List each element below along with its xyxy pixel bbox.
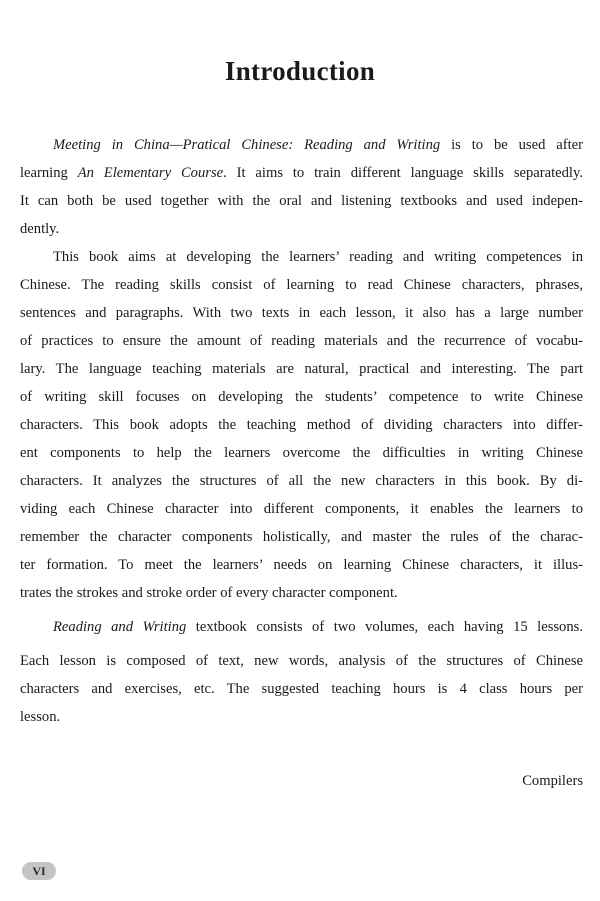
paragraph-3-line: Reading and Writing textbook consists of two volumes, each having 15 lessons. [53, 619, 583, 635]
signature: Compilers [522, 773, 583, 789]
paragraph-2-line: ter formation. To meet the learners’ needs on learning Chinese characters, it illus- [20, 557, 583, 573]
paragraph-2-line: viding each Chinese character into different components, it enables the learners to [20, 501, 583, 517]
paragraph-2-line: characters. This book adopts the teaching method of dividing characters into differ- [20, 417, 583, 433]
paragraph-3-line: lesson. [20, 709, 61, 725]
book-title: Reading and Writing [53, 619, 187, 635]
paragraph-2-line: remember the character components holistically, and master the rules of the charac- [20, 529, 583, 545]
paragraph-1-line: dently. [20, 221, 60, 237]
paragraph-2-line: of practices to ensure the amount of reading materials and the recurrence of vocabu- [20, 333, 583, 349]
page-title: Introduction [224, 56, 376, 86]
book-title: An Elementary Course [77, 165, 224, 181]
paragraph-3-line: characters and exercises, etc. The suggested teaching hours is 4 class hours per [20, 681, 583, 697]
paragraph-2-line: Chinese. The reading skills consist of learning to read Chinese characters, phrases, [20, 277, 583, 293]
paragraph-2-line: ent components to help the learners overcome the difficulties in writing Chinese [20, 445, 583, 461]
paragraph-2-line: sentences and paragraphs. With two texts in each lesson, it also has a large number [20, 305, 583, 321]
book-title: Meeting in China—Pratical Chinese: Reading and Writing [53, 137, 441, 153]
paragraph-2-line: This book aims at developing the learners’ reading and writing competences in [53, 249, 583, 265]
paragraph-1-line: Meeting in China—Pratical Chinese: Reading and Writing is to be used after [53, 137, 583, 153]
paragraph-2-line: trates the strokes and stroke order of every character component. [20, 585, 398, 601]
paragraph-1-line: It can both be used together with the oral and listening textbooks and used indepen- [20, 193, 583, 209]
page-number-badge: VI [22, 862, 56, 880]
paragraph-3-line: Each lesson is composed of text, new words, analysis of the structures of Chinese [20, 653, 583, 669]
paragraph-2-line: lary. The language teaching materials are natural, practical and interesting. The part [20, 361, 583, 377]
paragraph-2-line: of writing skill focuses on developing the students’ competence to write Chinese [20, 389, 583, 405]
paragraph-2-line: characters. It analyzes the structures of all the new characters in this book. By di- [20, 473, 583, 489]
paragraph-1-line: learning An Elementary Course. It aims to train different language skills separatedly. [20, 165, 583, 181]
